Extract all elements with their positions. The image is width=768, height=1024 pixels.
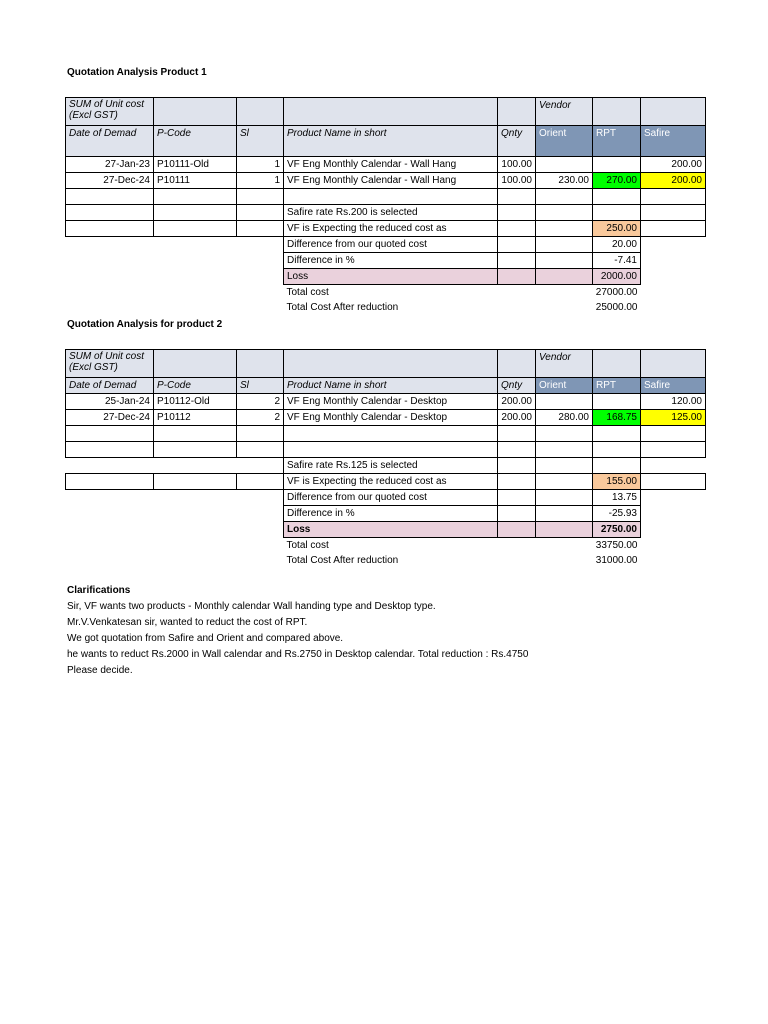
loss-label: Loss [284,522,498,538]
expected-cost-label: VF is Expecting the reduced cost as [284,221,498,237]
expected-cost-value: 155.00 [593,474,641,490]
orient-header: Orient [536,378,593,394]
clarification-line: he wants to reduct Rs.2000 in Wall calendar and Rs.2750 in Desktop calendar. Total reduction : Rs.4750 [67,649,529,660]
date-cell: 25-Jan-24 [66,394,154,410]
sl-header: Sl [237,378,284,394]
qnty-header: Qnty [498,378,536,394]
rpt-header: RPT [593,126,641,157]
sum-unit-cost-label: SUM of Unit cost (Excl GST) [66,98,154,126]
expected-cost-value: 250.00 [593,221,641,237]
total-cost-label: Total cost [286,540,329,551]
clarification-line: Please decide. [67,665,133,676]
product-cell: VF Eng Monthly Calendar - Wall Hang [284,173,498,189]
sum-unit-cost-label: SUM of Unit cost (Excl GST) [66,350,154,378]
safire-cell: 200.00 [641,157,706,173]
vendor-label: Vendor [536,350,593,378]
clarification-line: Sir, VF wants two products - Monthly calendar Wall handing type and Desktop type. [67,601,436,612]
difference-label: Difference from our quoted cost [284,237,498,253]
orient-cell: 280.00 [536,410,593,426]
sl-cell: 1 [237,157,284,173]
product-header: Product Name in short [284,378,498,394]
pcode-header: P-Code [154,378,237,394]
pcode-cell: P10111-Old [154,157,237,173]
sl-cell: 2 [237,410,284,426]
section2-table [65,349,706,568]
clarifications [67,583,528,679]
orient-cell [536,157,593,173]
date-cell: 27-Dec-24 [66,410,154,426]
qnty-cell: 100.00 [498,157,536,173]
sl-cell: 1 [237,173,284,189]
total-after-reduction-value: 25000.00 [595,302,638,313]
qnty-cell: 200.00 [498,410,536,426]
loss-value: 2000.00 [593,269,641,285]
clarification-line: We got quotation from Safire and Orient and compared above. [67,633,344,644]
pcode-cell: P10111 [154,173,237,189]
difference-pct-value: -7.41 [593,253,641,269]
pcode-cell: P10112-Old [154,394,237,410]
difference-value: 20.00 [593,237,641,253]
qnty-cell: 200.00 [498,394,536,410]
total-cost-value: 27000.00 [595,287,638,298]
difference-pct-label: Difference in % [284,506,498,522]
total-after-reduction-label: Total Cost After reduction [286,302,399,313]
safire-cell: 120.00 [641,394,706,410]
safire-header: Safire [641,126,706,157]
total-cost-value: 33750.00 [595,540,638,551]
sl-cell: 2 [237,394,284,410]
rpt-header: RPT [593,378,641,394]
date-header: Date of Demad [66,126,154,157]
date-header: Date of Demad [66,378,154,394]
orient-header: Orient [536,126,593,157]
difference-label: Difference from our quoted cost [284,490,498,506]
safire-cell: 125.00 [641,410,706,426]
orient-cell [536,394,593,410]
product-cell: VF Eng Monthly Calendar - Desktop [284,410,498,426]
rpt-cell [593,157,641,173]
clarifications-heading: Clarifications [67,585,131,596]
product-cell: VF Eng Monthly Calendar - Desktop [284,394,498,410]
difference-value: 13.75 [593,490,641,506]
table-row [66,410,706,426]
pcode-cell: P10112 [154,410,237,426]
safire-cell: 200.00 [641,173,706,189]
selected-rate-note: Safire rate Rs.125 is selected [284,458,498,474]
pcode-header: P-Code [154,126,237,157]
total-cost-label: Total cost [286,287,329,298]
product-cell: VF Eng Monthly Calendar - Wall Hang [284,157,498,173]
loss-label: Loss [284,269,498,285]
rpt-cell: 168.75 [593,410,641,426]
product-header: Product Name in short [284,126,498,157]
table-row [66,173,706,189]
vendor-label: Vendor [536,98,593,126]
total-after-reduction-label: Total Cost After reduction [286,555,399,566]
table-row [66,157,706,173]
total-after-reduction-value: 31000.00 [595,555,638,566]
loss-value: 2750.00 [593,522,641,538]
section1-title: Quotation Analysis Product 1 [67,67,207,78]
clarification-line: Mr.V.Venkatesan sir, wanted to reduct the cost of RPT. [67,617,308,628]
section1-table [65,97,706,315]
qnty-header: Qnty [498,126,536,157]
expected-cost-label: VF is Expecting the reduced cost as [284,474,498,490]
difference-pct-label: Difference in % [284,253,498,269]
qnty-cell: 100.00 [498,173,536,189]
date-cell: 27-Jan-23 [66,157,154,173]
section2-title: Quotation Analysis for product 2 [67,319,223,330]
difference-pct-value: -25.93 [593,506,641,522]
orient-cell: 230.00 [536,173,593,189]
rpt-cell: 270.00 [593,173,641,189]
selected-rate-note: Safire rate Rs.200 is selected [284,205,498,221]
safire-header: Safire [641,378,706,394]
table-row [66,394,706,410]
date-cell: 27-Dec-24 [66,173,154,189]
rpt-cell [593,394,641,410]
sl-header: Sl [237,126,284,157]
